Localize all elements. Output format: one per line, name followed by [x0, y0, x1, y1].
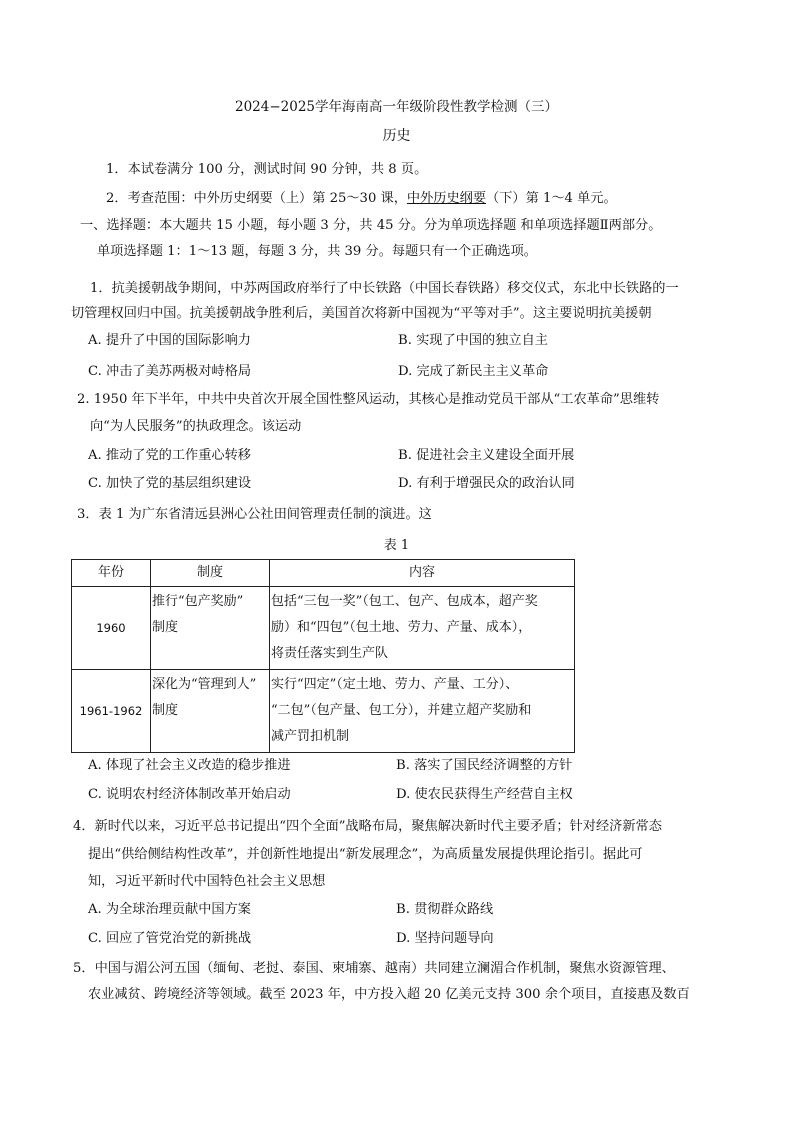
- table-cell-content: [270, 670, 575, 753]
- q2-line-2: 向“为人民服务”的执政理念。该运动: [90, 419, 302, 434]
- q5-line-1: 5．中国与湄公河五国（缅甸、老挝、泰国、柬埔寨、越南）共同建立澜湄合作机制，聚焦水资源管理、: [73, 961, 675, 976]
- section-heading: 一、选择题：本大题共 15 小题，每小题 3 分，共 45 分。分为单项选择题 和单项选择题Ⅱ两部分。: [80, 218, 662, 233]
- table-row: [72, 670, 575, 753]
- table-caption: 表 1: [383, 538, 410, 553]
- table-1: [71, 559, 575, 753]
- table-cell-content-line: 减产罚扣机制: [271, 729, 350, 744]
- table-header-row: [72, 560, 575, 587]
- q3-option-b[interactable]: B. 落实了国民经济调整的方针: [396, 758, 573, 773]
- table-cell-content-line: 励）和“四包”（包土地、劳力、产量、成本），: [271, 620, 532, 635]
- note-2: [106, 190, 617, 208]
- table-cell-system: [151, 587, 270, 670]
- table-row: [72, 587, 575, 670]
- table-header-content: 内容: [270, 560, 575, 587]
- q4-line-1: 4．新时代以来，习近平总书记提出“四个全面”战略布局，聚焦解决新时代主要矛盾；针对经济新常态: [73, 819, 662, 834]
- note-2-part-c: （下）第 1～4 单元。: [486, 191, 617, 206]
- note-1: 1．本试卷满分 100 分，测试时间 90 分钟，共 8 页。: [106, 162, 428, 177]
- q2-option-c[interactable]: C. 加快了党的基层组织建设: [88, 476, 252, 491]
- q1-option-c[interactable]: C. 冲击了美苏两极对峙格局: [88, 364, 252, 379]
- q1-option-a[interactable]: A. 提升了中国的国际影响力: [88, 333, 251, 348]
- q2-option-a[interactable]: A. 推动了党的工作重心转移: [88, 448, 251, 463]
- table-cell-system-line: 制度: [152, 620, 179, 635]
- table-cell-system-line: 制度: [152, 703, 179, 718]
- table-cell-content: [270, 587, 575, 670]
- q1-option-d[interactable]: D. 完成了新民主主义革命: [398, 364, 549, 379]
- q4-option-b[interactable]: B. 贯彻群众路线: [396, 902, 494, 917]
- q4-option-c[interactable]: C. 回应了管党治党的新挑战: [88, 931, 252, 946]
- q1-line-2: 切管理权回归中国。抗美援朝战争胜利后，美国首次将新中国视为“平等对手”。这主要说明抗美援朝: [71, 306, 652, 321]
- table-cell-content-line: 实行“四定”（定土地、劳力、产量、工分）、: [271, 677, 519, 692]
- table-cell-system-line: 深化为“管理到人”: [152, 677, 257, 692]
- table-cell-system-line: 推行“包产奖励”: [152, 594, 244, 609]
- note-2-part-b: 中外历史纲要: [406, 191, 487, 206]
- exam-title: 2024−2025学年海南高一年级阶段性教学检测（三）: [234, 99, 559, 115]
- q5-line-2: 农业减贫、跨境经济等领域。截至 2023 年，中方投入超 20 亿美元支持 300 余个项目，直接惠及数百: [88, 987, 690, 1002]
- table-cell-year: 1960: [72, 587, 151, 670]
- q2-line-1: 2. 1950 年下半年，中共中央首次开展全国性整风运动，其核心是推动党员干部从“工农革命”思维转: [77, 392, 660, 407]
- table-cell-year: 1961-1962: [72, 670, 151, 753]
- table-cell-content-line: 将责任落实到生产队: [271, 646, 389, 661]
- q3-option-d[interactable]: D. 使农民获得生产经营自主权: [396, 787, 573, 802]
- q4-option-a[interactable]: A. 为全球治理贡献中国方案: [88, 902, 251, 917]
- q4-line-2: 提出“供给侧结构性改革”，并创新性地提出“新发展理念”，为高质量发展提供理论指引。据此可: [88, 847, 643, 862]
- table-header-year: 年份: [72, 560, 151, 587]
- table-cell-content-line: 包括“三包一奖”（包工、包产、包成本，超产奖: [271, 594, 538, 609]
- q4-line-3: 知，习近平新时代中国特色社会主义思想: [88, 874, 326, 889]
- q1-line-1: 1．抗美援朝战争期间，中苏两国政府举行了中长铁路（中国长春铁路）移交仪式，东北中长铁路的一: [90, 281, 679, 296]
- q2-option-d[interactable]: D. 有利于增强民众的政治认同: [398, 476, 575, 491]
- q2-option-b[interactable]: B. 促进社会主义建设全面开展: [398, 448, 575, 463]
- table-header-system: 制度: [151, 560, 270, 587]
- table-cell-system: [151, 670, 270, 753]
- exam-subject: 历史: [382, 128, 411, 144]
- q3-option-c[interactable]: C. 说明农村经济体制改革开始启动: [88, 787, 291, 802]
- q4-option-d[interactable]: D. 坚持问题导向: [396, 931, 494, 946]
- q3-option-a[interactable]: A. 体现了社会主义改造的稳步推进: [88, 758, 291, 773]
- q3-line-1: 3．表 1 为广东省清远县洲心公社田间管理责任制的演进。这: [77, 507, 432, 522]
- q1-option-b[interactable]: B. 实现了中国的独立自主: [398, 333, 548, 348]
- section-subheading: 单项选择题 1：1～13 题，每题 3 分，共 39 分。每题只有一个正确选项。: [97, 244, 537, 259]
- note-2-part-a: 2．考查范围：中外历史纲要（上）第 25～30 课，: [106, 191, 407, 206]
- table-cell-content-line: “二包”（包产量、包工分），并建立超产奖励和: [271, 703, 532, 718]
